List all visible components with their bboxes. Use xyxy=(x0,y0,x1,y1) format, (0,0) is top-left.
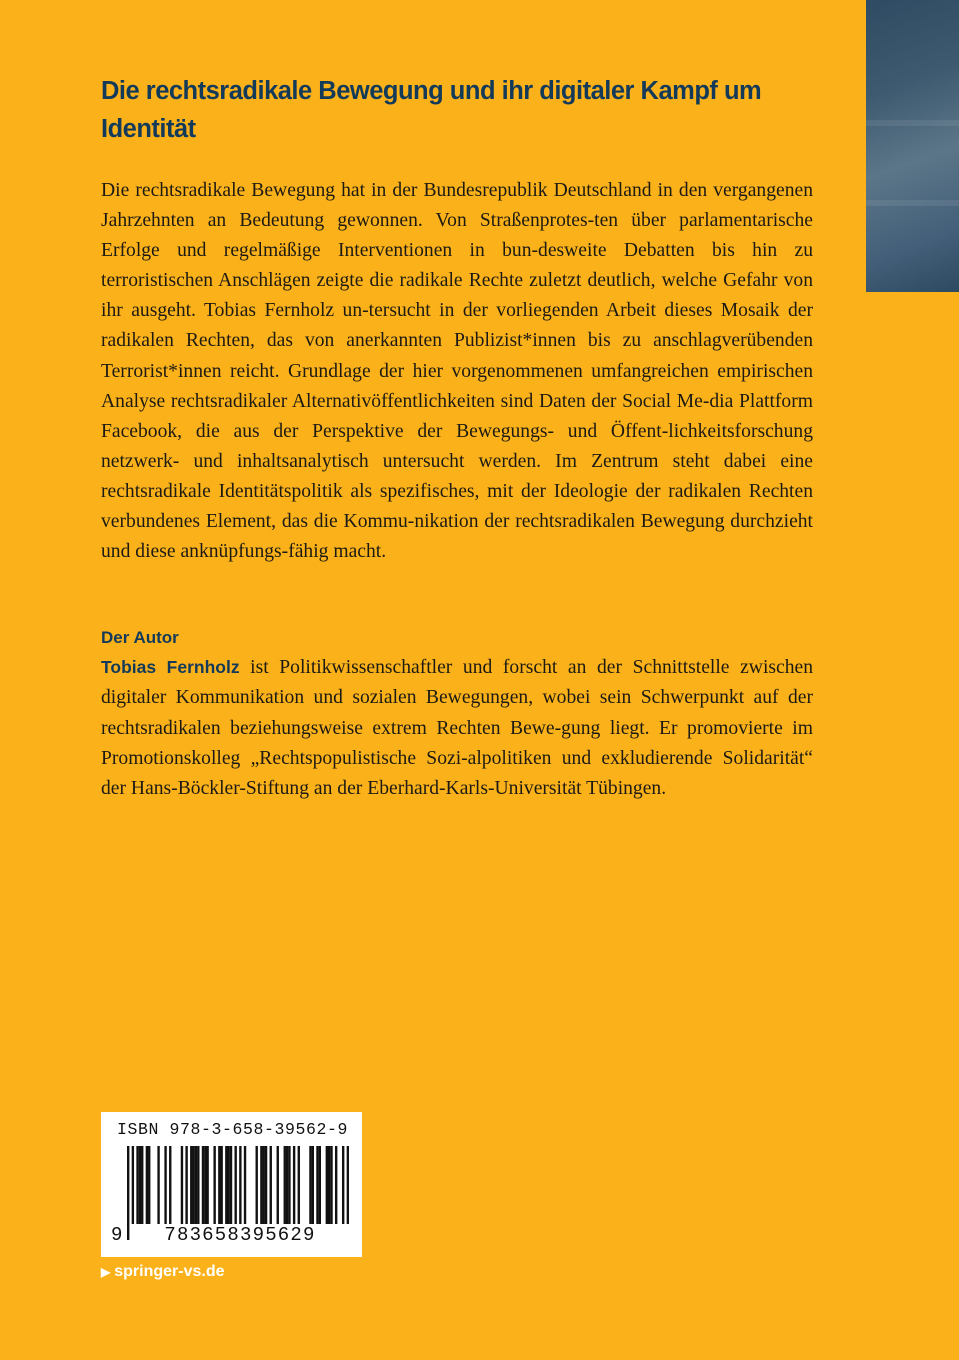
ean-first-digit: 9 xyxy=(111,1224,123,1246)
book-title xyxy=(101,72,801,148)
publisher-link[interactable] xyxy=(101,1262,225,1282)
barcode-bar xyxy=(190,1146,192,1226)
barcode-bar xyxy=(330,1146,332,1226)
blurb-line: der Ideologie der radikalen Rechten verbundenes Element, das die Kommu- xyxy=(101,480,813,533)
barcode-bar xyxy=(181,1146,183,1226)
barcode-bar xyxy=(195,1146,197,1226)
barcode-bar xyxy=(309,1146,311,1226)
barcode-bar xyxy=(157,1146,159,1226)
barcode-bar xyxy=(256,1146,258,1226)
bio-line: gung liegt. Er promovierte im Promotionskolleg „Rechtspopulistische Sozi- xyxy=(101,717,813,769)
barcode-bar xyxy=(263,1146,265,1226)
barcode-bar xyxy=(169,1146,171,1226)
barcode-bar xyxy=(288,1146,290,1226)
ean-digits: 783658395629 xyxy=(131,1224,349,1246)
panel-stripe xyxy=(866,200,959,206)
barcode-bar xyxy=(220,1146,222,1226)
isbn-label: ISBN 978-3-658-39562-9 xyxy=(117,1120,349,1139)
triangle-right-icon: ▶ xyxy=(101,1265,111,1279)
author-heading: Der Autor xyxy=(101,628,179,647)
barcode-bar xyxy=(139,1146,141,1226)
panel-stripe xyxy=(866,120,959,126)
barcode-bar xyxy=(197,1146,199,1226)
barcode-bar xyxy=(204,1146,206,1226)
barcode-bar xyxy=(225,1146,227,1226)
title-line-2: Identität xyxy=(101,115,196,143)
barcode-bar xyxy=(319,1146,321,1226)
barcode-bar xyxy=(312,1146,314,1226)
blurb-line: Zentrum steht dabei eine rechtsradikale Identitätspolitik als spezifisches, mit xyxy=(101,450,813,502)
blurb-line: lichkeitsforschung netzwerk- und inhaltsanalytisch untersucht werden. Im xyxy=(101,420,813,472)
barcode-bar xyxy=(227,1146,229,1226)
bio-line: zwischen digitaler Kommunikation und sozialen Bewegungen, wobei sein xyxy=(101,657,814,709)
bio-line: alpolitiken und exkludierende Solidarität“ der Hans-Böckler-Stiftung an der xyxy=(101,747,813,800)
barcode-bar xyxy=(244,1146,246,1226)
blurb-line: nikation der rechtsradikalen Bewegung durchzieht und diese anknüpfungs- xyxy=(101,511,814,563)
barcode-bar xyxy=(146,1146,148,1226)
book-blurb xyxy=(101,176,813,567)
publisher-url: springer-vs.de xyxy=(114,1263,225,1280)
blurb-line: ten über parlamentarische Erfolge und regelmäßige Interventionen in bun- xyxy=(101,210,813,262)
blurb-line: Analyse rechtsradikaler Alternativöffentlichkeiten sind Daten der Social Me- xyxy=(101,390,710,412)
blurb-line: Die rechtsradikale Bewegung hat in der Bundesrepublik Deutschland in xyxy=(101,180,673,201)
barcode-bar xyxy=(284,1146,286,1226)
bio-line: Schwerpunkt auf der rechtsradikalen beziehungsweise extrem Rechten Bewe- xyxy=(101,687,813,739)
blurb-line: fähig macht. xyxy=(288,541,387,563)
barcode-bar xyxy=(148,1146,150,1226)
barcode-bar xyxy=(185,1146,187,1226)
bio-line: ist Politikwissenschaftler und forscht an der Schnittstelle xyxy=(239,657,730,678)
cover-corner-panel xyxy=(866,0,959,292)
barcode-bar xyxy=(316,1146,318,1226)
blurb-line: von anerkannten Publizist*innen bis zu anschlagverübenden Terrorist*innen xyxy=(101,330,814,382)
barcode-bar xyxy=(293,1146,295,1226)
barcode-bar xyxy=(202,1146,204,1226)
barcode-bar xyxy=(230,1146,232,1226)
barcode-bar xyxy=(270,1146,272,1226)
barcode-bar xyxy=(164,1146,166,1226)
author-bio xyxy=(101,652,813,804)
barcode-bar xyxy=(127,1146,129,1240)
barcode-bar xyxy=(277,1146,279,1226)
barcode-bar xyxy=(213,1146,215,1226)
blurb-line: desweite Debatten bis hin zu terroristischen Anschlägen zeigte die radikale xyxy=(101,240,814,292)
barcode-bar xyxy=(260,1146,262,1226)
barcode-bar xyxy=(298,1146,300,1226)
author-name: Tobias Fernholz xyxy=(101,657,240,677)
isbn-barcode xyxy=(101,1112,362,1257)
blurb-line: dia Plattform Facebook, die aus der Perspektive der Bewegungs- und Öffent- xyxy=(101,390,813,442)
barcode-bar xyxy=(328,1146,330,1226)
barcode-bar xyxy=(286,1146,288,1226)
barcode-bar xyxy=(335,1146,337,1226)
barcode-bar xyxy=(141,1146,143,1226)
barcode-bar xyxy=(218,1146,220,1226)
barcode-bar xyxy=(206,1146,208,1226)
bio-line: Eberhard-Karls-Universität Tübingen. xyxy=(367,778,667,800)
blurb-line: tersucht in der vorliegenden Arbeit dieses Mosaik der radikalen Rechten, das xyxy=(101,300,814,352)
barcode-bar xyxy=(265,1146,267,1226)
barcode-bar xyxy=(326,1146,328,1226)
barcode-bar xyxy=(136,1146,138,1226)
blurb-line: Rechte zuletzt deutlich, welche Gefahr von ihr ausgeht. Tobias Fernholz un- xyxy=(101,270,813,322)
title-line-1: Die rechtsradikale Bewegung und ihr digitaler Kampf um xyxy=(101,77,762,105)
blurb-line: den vergangenen Jahrzehnten an Bedeutung gewonnen. Von Straßenprotes- xyxy=(101,180,813,232)
barcode-bar xyxy=(192,1146,194,1226)
blurb-line: reicht. Grundlage der hier vorgenommenen umfangreichen empirischen xyxy=(229,360,814,382)
